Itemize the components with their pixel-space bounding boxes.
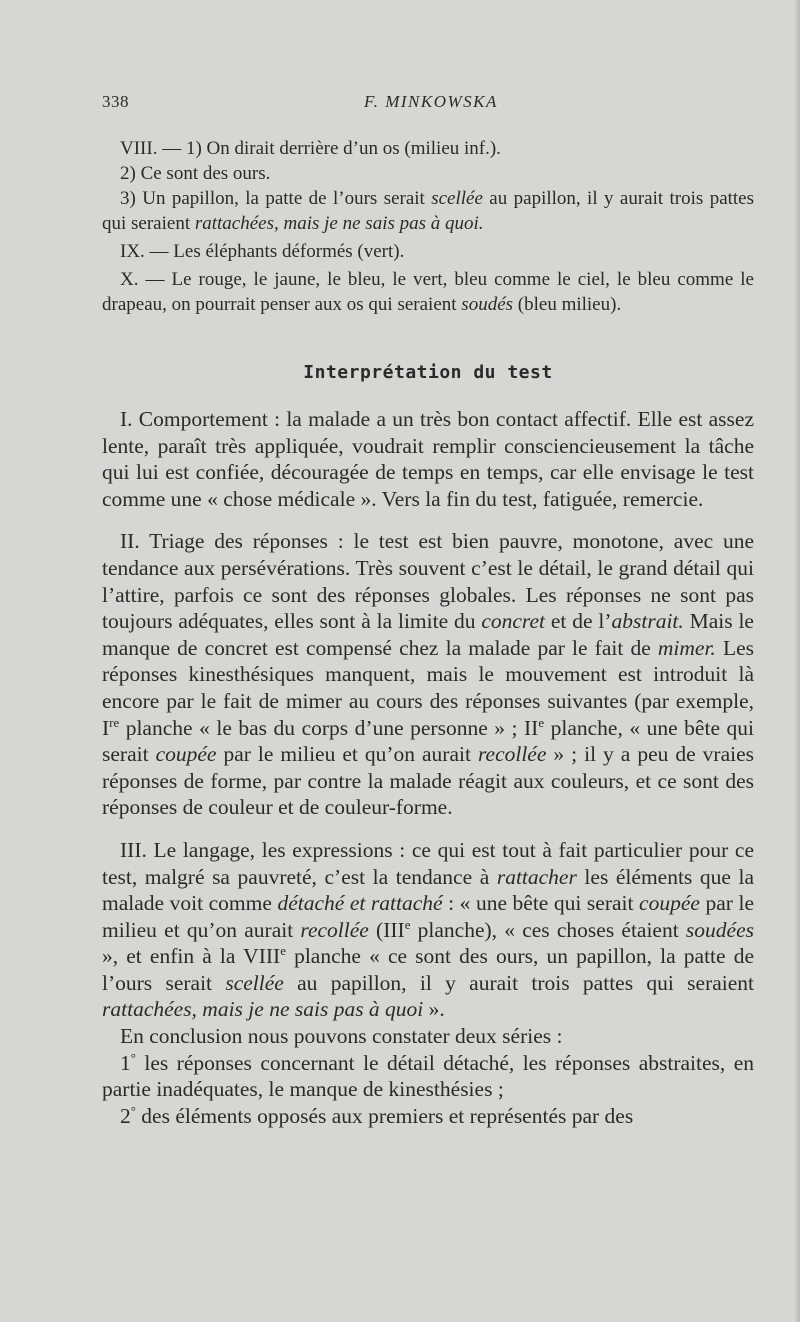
paragraph-conclusion: En conclusion nous pouvons constater deux séries : [120, 1024, 563, 1049]
response-x: X. — Le rouge, le jaune, le bleu, le vert, bleu comme le ciel, le bleu comme le drapeau, on pourrait penser aux os qui seraient soudés (bleu milieu). [102, 269, 754, 315]
paragraph-comportement: I. Comportement : la malade a un très bon contact affectif. Elle est assez lente, paraît très appliquée, voudrait remplir consciencieusement la tâche qui lui est confiée, découragée de temps en temps, car elle envisage le test comme une « chose médicale ». Vers la fin du test, fatiguée, remercie. [102, 407, 754, 511]
paragraph-serie-2: 2° des éléments opposés aux premiers et représentés par des [120, 1103, 634, 1128]
response-viii-3: 3) Un papillon, la patte de l’ours serait scellée au papillon, il y aurait trois pattes qui seraient rattachées, mais je ne sais pas à quoi. [102, 188, 755, 234]
running-header [102, 92, 752, 116]
section-title: Interprétation du test [303, 362, 553, 383]
responses-block [102, 136, 754, 317]
paragraph-langage: III. Le langage, les expressions : ce qui est tout à fait particulier pour ce test, malgré sa pauvreté, c’est la tendance à rattacher les éléments que la malade voit comme détaché et rattaché : « une bête qui serait coupée par le milieu et qu’on aurait recollée (IIIe planche), « ces choses étaient soudées », et enfin à la VIIIe planche « ce sont des ours, un papillon, la patte de l’ours serait scellée au papillon, il y aurait trois pattes qui seraient rattachées, mais je ne sais pas à quoi ». [102, 837, 755, 1022]
page-edge [794, 0, 800, 1322]
interpretation-body [102, 406, 754, 1129]
paragraph-serie-1: 1° les réponses concernant le détail détaché, les réponses abstraites, en partie inadéquates, le manque de kinesthésies ; [102, 1050, 754, 1102]
running-head-author: F. MINKOWSKA [364, 92, 498, 111]
response-viii-2: 2) Ce sont des ours. [120, 163, 271, 184]
paragraph-triage: II. Triage des réponses : le test est bien pauvre, monotone, avec une tendance aux persévérations. Très souvent c’est le détail, le grand détail qui l’attire, parfois ce sont des réponses globales. Les réponses ne sont pas toujours adéquates, elles sont à la limite du concret et de l’abstrait. Mais le manque de concret est compensé chez la malade par le fait de mimer. Les réponses kinesthésiques manquent, mais le mouvement est introduit là encore par le fait de mimer au cours des réponses suivantes (par exemple, Ire planche « le bas du corps d’une personne » ; IIe planche, « une bête qui serait coupée par le milieu et qu’on aurait recollée » ; il y a peu de vraies réponses de forme, par contre la malade réagit aux couleurs, et ce sont des réponses de couleur et de couleur-forme. [102, 529, 754, 820]
response-viii-1: VIII. — 1) On dirait derrière d’un os (milieu inf.). [120, 138, 501, 159]
response-ix: IX. — Les éléphants déformés (vert). [120, 241, 405, 262]
page-number: 338 [102, 92, 129, 111]
